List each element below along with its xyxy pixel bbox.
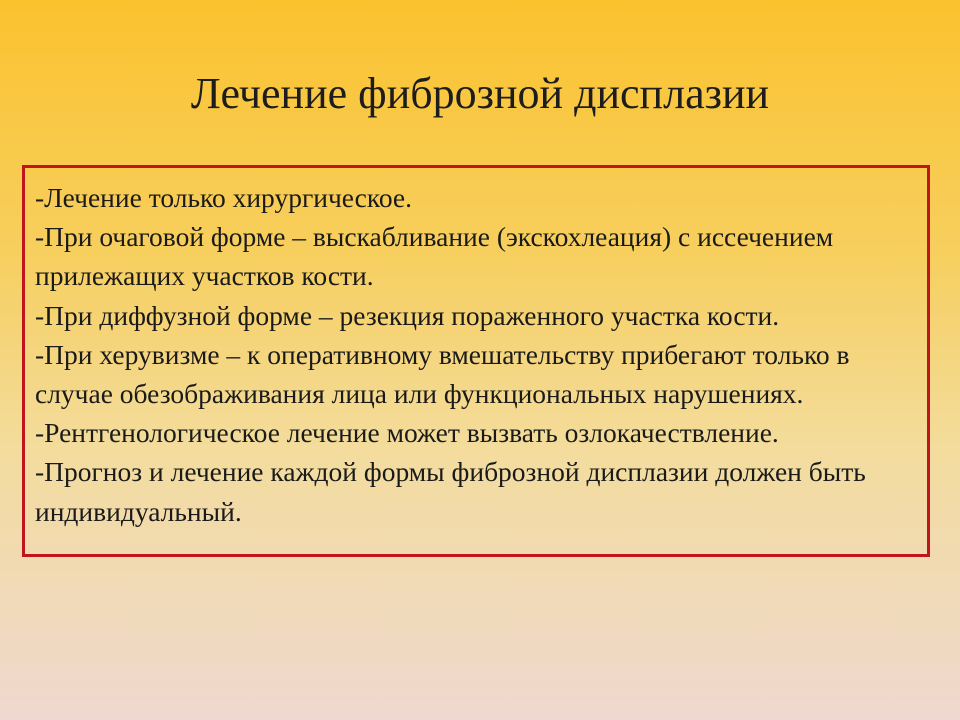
bullet-item: -Прогноз и лечение каждой формы фиброзной дисплазии должен быть индивидуальный. — [35, 456, 866, 527]
bullet-item: -Лечение только хирургическое. — [35, 182, 412, 213]
slide-title: Лечение фиброзной дисплазии — [190, 69, 770, 118]
content-box — [22, 165, 930, 557]
bullet-item: -При очаговой форме – выскабливание (экскохлеация) с иссечением прилежащих участков кости. — [35, 221, 834, 292]
bullet-item: -При херувизме – к оперативному вмешательству прибегают только в случае обезображивания лица или функциональных нарушениях. — [35, 338, 850, 410]
bullet-item: -При диффузной форме – резекция пораженного участка кости. — [35, 299, 780, 331]
bullet-item: -Рентгенологическое лечение может вызвать озлокачествление. — [35, 417, 779, 449]
